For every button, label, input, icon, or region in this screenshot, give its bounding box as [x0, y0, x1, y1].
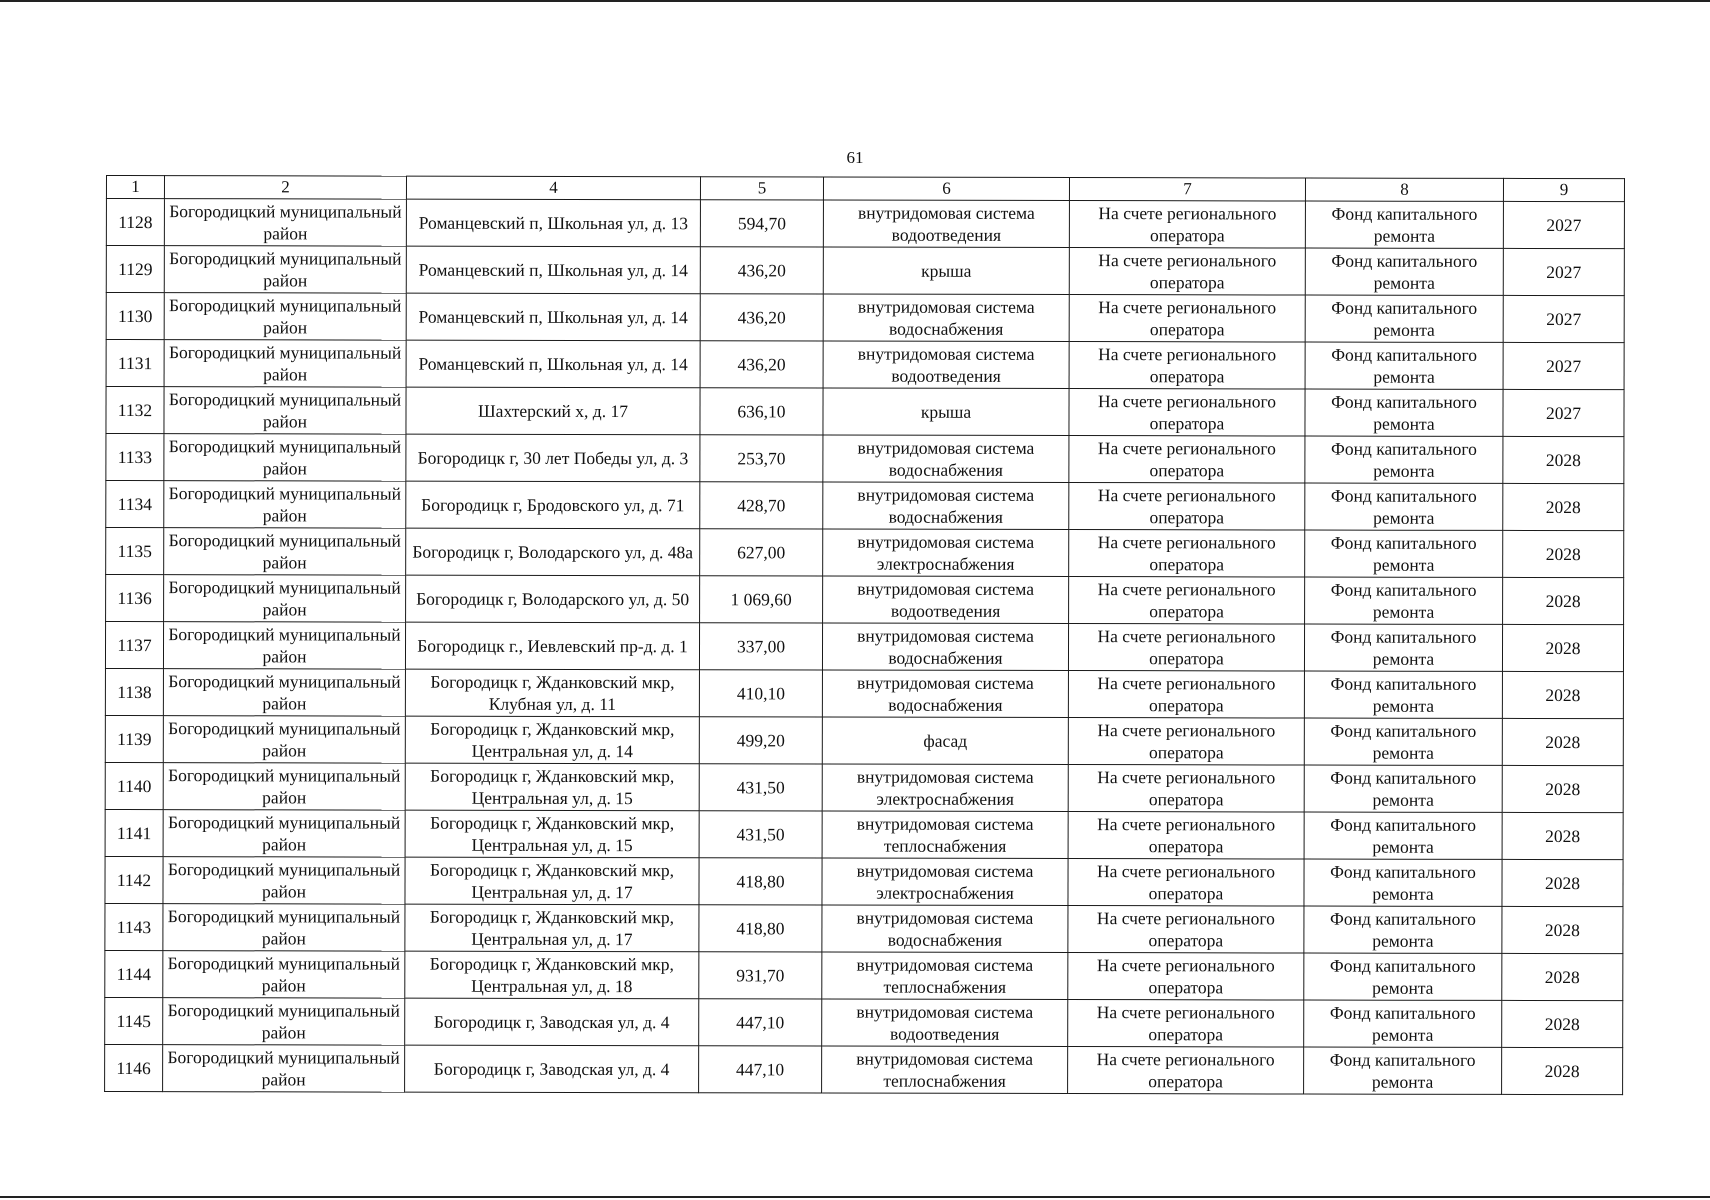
row-number-cell: 1139	[105, 715, 163, 762]
repair-type-cell: внутридомовая система водоснабжения	[822, 670, 1068, 718]
capital-repair-table	[104, 175, 1625, 1095]
funding-source-cell: Фонд капитального ремонта	[1305, 295, 1503, 342]
account-cell: На счете регионального оператора	[1068, 1047, 1304, 1094]
funding-source-cell: Фонд капитального ремонта	[1304, 765, 1502, 812]
area-cell: 410,10	[699, 670, 822, 717]
funding-source-cell: Фонд капитального ремонта	[1304, 859, 1502, 906]
table-row	[106, 293, 1624, 343]
funding-source-cell: Фонд капитального ремонта	[1304, 1000, 1502, 1047]
area-cell: 436,20	[700, 341, 823, 388]
funding-source-cell: Фонд капитального ремонта	[1305, 201, 1503, 248]
funding-source-cell: Фонд капитального ремонта	[1305, 530, 1503, 577]
account-cell: На счете регионального оператора	[1068, 671, 1304, 718]
repair-type-cell: внутридомовая система электроснабжения	[822, 858, 1068, 906]
district-cell: Богородицкий муниципальный район	[164, 340, 406, 388]
account-cell: На счете регионального оператора	[1068, 718, 1304, 765]
repair-type-cell: внутридомовая система водоснабжения	[823, 435, 1069, 483]
year-cell: 2027	[1503, 389, 1624, 436]
row-number-cell: 1141	[105, 809, 163, 856]
table-row	[106, 387, 1624, 437]
table-row	[106, 199, 1624, 249]
table-row	[106, 481, 1624, 531]
area-cell: 594,70	[700, 200, 823, 247]
row-number-cell: 1138	[105, 668, 163, 715]
account-cell: На счете регионального оператора	[1068, 812, 1304, 859]
year-cell: 2028	[1502, 812, 1623, 859]
header-cell: 8	[1305, 178, 1503, 201]
funding-source-cell: Фонд капитального ремонта	[1305, 342, 1503, 389]
funding-source-cell: Фонд капитального ремонта	[1304, 906, 1502, 953]
year-cell: 2028	[1502, 671, 1623, 718]
header-cell: 9	[1503, 178, 1624, 201]
repair-type-cell: внутридомовая система водоснабжения	[823, 294, 1069, 342]
address-cell: Богородицк г, Жданковский мкр, Центральная ул, д. 18	[405, 951, 699, 999]
table-row	[106, 528, 1624, 578]
area-cell: 337,00	[699, 623, 822, 670]
district-cell: Богородицкий муниципальный район	[164, 434, 406, 482]
district-cell: Богородицкий муниципальный район	[164, 246, 406, 294]
table-row	[105, 668, 1623, 718]
repair-type-cell: внутридомовая система водоотведения	[823, 576, 1069, 624]
area-cell: 436,20	[700, 294, 823, 341]
address-cell: Богородицк г, Жданковский мкр, Центральная ул, д. 17	[405, 857, 699, 905]
funding-source-cell: Фонд капитального ремонта	[1304, 718, 1502, 765]
table-row	[106, 246, 1624, 296]
header-cell: 5	[700, 177, 823, 200]
account-cell: На счете регионального оператора	[1069, 483, 1305, 530]
table-row	[106, 340, 1624, 390]
district-cell: Богородицкий муниципальный район	[164, 481, 406, 529]
row-number-cell: 1142	[105, 856, 163, 903]
row-number-cell: 1143	[105, 903, 163, 950]
district-cell: Богородицкий муниципальный район	[164, 528, 406, 576]
year-cell: 2027	[1503, 248, 1624, 295]
address-cell: Богородицк г, Жданковский мкр, Центральная ул, д. 17	[405, 904, 699, 952]
funding-source-cell: Фонд капитального ремонта	[1305, 389, 1503, 436]
header-cell: 6	[823, 177, 1069, 201]
table-row	[105, 903, 1623, 953]
row-number-cell: 1130	[106, 293, 164, 340]
repair-type-cell: внутридомовая система водоотведения	[822, 999, 1068, 1047]
district-cell: Богородицкий муниципальный район	[163, 857, 405, 905]
row-number-cell: 1128	[106, 199, 164, 246]
row-number-cell: 1146	[105, 1044, 163, 1091]
year-cell: 2028	[1503, 530, 1624, 577]
table-row	[105, 950, 1623, 1000]
district-cell: Богородицкий муниципальный район	[164, 575, 406, 623]
area-cell: 931,70	[699, 952, 822, 999]
year-cell: 2028	[1502, 765, 1623, 812]
year-cell: 2027	[1503, 342, 1624, 389]
address-cell: Богородицк г, Бродовского ул, д. 71	[406, 481, 700, 529]
table-row	[105, 715, 1623, 765]
repair-type-cell: крыша	[823, 388, 1069, 436]
scan-top-border	[0, 0, 1710, 2]
repair-type-cell: внутридомовая система теплоснабжения	[822, 1046, 1068, 1094]
row-number-cell: 1132	[106, 387, 164, 434]
year-cell: 2028	[1502, 953, 1623, 1000]
row-number-cell: 1129	[106, 246, 164, 293]
address-cell: Романцевский п, Школьная ул, д. 13	[406, 199, 700, 247]
district-cell: Богородицкий муниципальный район	[163, 763, 405, 811]
area-cell: 436,20	[700, 247, 823, 294]
account-cell: На счете регионального оператора	[1069, 201, 1305, 248]
row-number-cell: 1131	[106, 340, 164, 387]
funding-source-cell: Фонд капитального ремонта	[1304, 624, 1502, 671]
repair-type-cell: фасад	[822, 717, 1068, 765]
district-cell: Богородицкий муниципальный район	[163, 951, 405, 999]
table-row	[106, 575, 1624, 625]
address-cell: Романцевский п, Школьная ул, д. 14	[406, 340, 700, 388]
year-cell: 2027	[1503, 201, 1624, 248]
account-cell: На счете регионального оператора	[1068, 624, 1304, 671]
address-cell: Богородицк г, Жданковский мкр, Центральная ул, д. 14	[405, 716, 699, 764]
repair-type-cell: внутридомовая система водоотведения	[823, 200, 1069, 248]
year-cell: 2028	[1503, 483, 1624, 530]
repair-type-cell: внутридомовая система водоснабжения	[822, 905, 1068, 953]
repair-type-cell: внутридомовая система теплоснабжения	[822, 811, 1068, 859]
address-cell: Богородицк г, Заводская ул, д. 4	[405, 998, 699, 1046]
repair-type-cell: внутридомовая система водоснабжения	[822, 623, 1068, 671]
district-cell: Богородицкий муниципальный район	[164, 293, 406, 341]
table-row	[105, 622, 1623, 672]
row-number-cell: 1140	[105, 762, 163, 809]
account-cell: На счете регионального оператора	[1069, 577, 1305, 624]
account-cell: На счете регионального оператора	[1068, 859, 1304, 906]
area-cell: 627,00	[700, 529, 823, 576]
account-cell: На счете регионального оператора	[1069, 248, 1305, 295]
account-cell: На счете регионального оператора	[1068, 906, 1304, 953]
year-cell: 2028	[1502, 859, 1623, 906]
table-row	[105, 997, 1623, 1047]
repair-type-cell: внутридомовая система водоснабжения	[823, 482, 1069, 530]
address-cell: Богородицк г, Жданковский мкр, Центральная ул, д. 15	[405, 810, 699, 858]
table-body	[105, 176, 1625, 1095]
table-row	[105, 1044, 1623, 1094]
account-cell: На счете регионального оператора	[1069, 342, 1305, 389]
address-cell: Богородицк г, Жданковский мкр, Клубная ул, д. 11	[405, 669, 699, 717]
year-cell: 2028	[1502, 1047, 1623, 1094]
year-cell: 2028	[1503, 577, 1624, 624]
area-cell: 447,10	[699, 1046, 822, 1093]
address-cell: Богородицк г, Заводская ул, д. 4	[405, 1045, 699, 1093]
scan-bottom-border	[0, 1196, 1710, 1198]
header-cell: 7	[1069, 178, 1305, 201]
address-cell: Богородицк г, Жданковский мкр, Центральная ул, д. 15	[405, 763, 699, 811]
funding-source-cell: Фонд капитального ремонта	[1304, 953, 1502, 1000]
address-cell: Романцевский п, Школьная ул, д. 14	[406, 246, 700, 294]
account-cell: На счете регионального оператора	[1068, 765, 1304, 812]
funding-source-cell: Фонд капитального ремонта	[1305, 248, 1503, 295]
repair-type-cell: крыша	[823, 247, 1069, 295]
row-number-cell: 1136	[106, 575, 164, 622]
year-cell: 2027	[1503, 295, 1624, 342]
area-cell: 431,50	[699, 764, 822, 811]
district-cell: Богородицкий муниципальный район	[163, 716, 405, 764]
row-number-cell: 1144	[105, 950, 163, 997]
page-number: 61	[846, 148, 864, 167]
area-cell: 447,10	[699, 999, 822, 1046]
year-cell: 2028	[1502, 718, 1623, 765]
table-row	[106, 434, 1624, 484]
year-cell: 2028	[1502, 624, 1623, 671]
district-cell: Богородицкий муниципальный район	[164, 199, 406, 247]
repair-type-cell: внутридомовая система электроснабжения	[823, 529, 1069, 577]
district-cell: Богородицкий муниципальный район	[164, 387, 406, 435]
row-number-cell: 1135	[106, 528, 164, 575]
row-number-cell: 1133	[106, 434, 164, 481]
district-cell: Богородицкий муниципальный район	[163, 810, 405, 858]
year-cell: 2028	[1502, 906, 1623, 953]
year-cell: 2028	[1502, 1000, 1623, 1047]
row-number-cell: 1145	[105, 997, 163, 1044]
district-cell: Богородицкий муниципальный район	[163, 669, 405, 717]
district-cell: Богородицкий муниципальный район	[163, 622, 405, 670]
funding-source-cell: Фонд капитального ремонта	[1304, 1047, 1502, 1094]
year-cell: 2028	[1503, 436, 1624, 483]
district-cell: Богородицкий муниципальный район	[163, 1045, 405, 1093]
area-cell: 253,70	[700, 435, 823, 482]
area-cell: 1 069,60	[700, 576, 823, 623]
address-cell: Богородицк г, Володарского ул, д. 50	[406, 575, 700, 623]
account-cell: На счете регионального оператора	[1068, 1000, 1304, 1047]
district-cell: Богородицкий муниципальный район	[163, 998, 405, 1046]
address-cell: Богородицк г., Иевлевский пр-д. д. 1	[405, 622, 699, 670]
account-cell: На счете регионального оператора	[1069, 436, 1305, 483]
row-number-cell: 1137	[105, 622, 163, 669]
address-cell: Богородицк г, 30 лет Победы ул, д. 3	[406, 434, 700, 482]
area-cell: 431,50	[699, 811, 822, 858]
header-cell: 4	[406, 176, 700, 200]
funding-source-cell: Фонд капитального ремонта	[1304, 812, 1502, 859]
account-cell: На счете регионального оператора	[1069, 530, 1305, 577]
funding-source-cell: Фонд капитального ремонта	[1305, 436, 1503, 483]
area-cell: 418,80	[699, 858, 822, 905]
funding-source-cell: Фонд капитального ремонта	[1305, 483, 1503, 530]
table-row	[105, 856, 1623, 906]
area-cell: 418,80	[699, 905, 822, 952]
funding-source-cell: Фонд капитального ремонта	[1304, 671, 1502, 718]
area-cell: 499,20	[699, 717, 822, 764]
table-row	[105, 809, 1623, 859]
repair-type-cell: внутридомовая система теплоснабжения	[822, 952, 1068, 1000]
header-row	[106, 176, 1624, 202]
table-row	[105, 762, 1623, 812]
account-cell: На счете регионального оператора	[1069, 389, 1305, 436]
repair-type-cell: внутридомовая система электроснабжения	[822, 764, 1068, 812]
address-cell: Романцевский п, Школьная ул, д. 14	[406, 293, 700, 341]
header-cell: 1	[106, 176, 164, 199]
header-cell: 2	[164, 176, 406, 200]
area-cell: 428,70	[700, 482, 823, 529]
account-cell: На счете регионального оператора	[1068, 953, 1304, 1000]
area-cell: 636,10	[700, 388, 823, 435]
account-cell: На счете регионального оператора	[1069, 295, 1305, 342]
address-cell: Богородицк г, Володарского ул, д. 48а	[406, 528, 700, 576]
repair-type-cell: внутридомовая система водоотведения	[823, 341, 1069, 389]
row-number-cell: 1134	[106, 481, 164, 528]
funding-source-cell: Фонд капитального ремонта	[1305, 577, 1503, 624]
address-cell: Шахтерский х, д. 17	[406, 387, 700, 435]
district-cell: Богородицкий муниципальный район	[163, 904, 405, 952]
